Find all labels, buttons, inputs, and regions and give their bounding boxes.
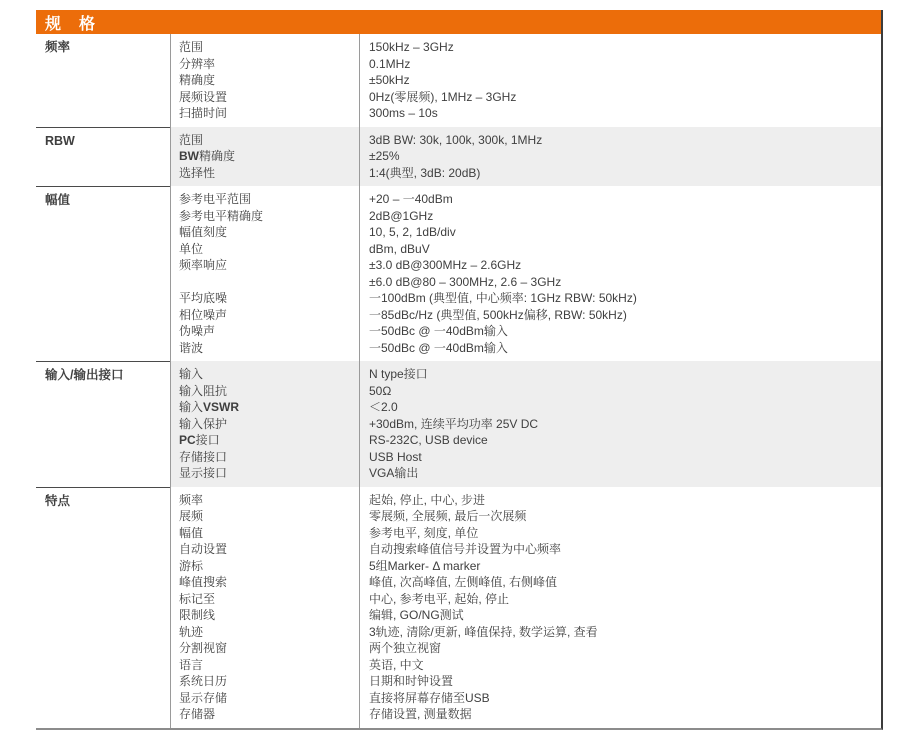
parameter-column: [170, 487, 359, 728]
spec-value: 峰值, 次高峰值, 左侧峰值, 右侧峰值: [369, 575, 558, 589]
spec-value: ＜2.0: [369, 400, 398, 414]
parameter-label: 选择性: [179, 165, 216, 180]
spec-value: 1:4(典型, 3dB: 20dB): [369, 165, 481, 180]
value-column: [359, 34, 881, 127]
value-column: [359, 361, 881, 487]
page-title: 规 格: [45, 15, 97, 33]
spec-value: 一50dBc @ 一40dBm输入: [369, 324, 508, 338]
parameter-label: 输入: [179, 367, 204, 381]
parameter-label: 游标: [179, 558, 204, 573]
parameter-label: 显示存储: [179, 690, 228, 705]
spec-value: 300ms – 10s: [369, 106, 438, 120]
parameter-column: [170, 361, 359, 487]
parameter-label: 限制线: [179, 608, 216, 622]
parameter-label: 语言: [179, 657, 204, 672]
parameter-label: PC接口: [179, 433, 220, 447]
spec-value: 零展频, 全展频, 最后一次展频: [369, 509, 527, 523]
parameter-label: 分辨率: [179, 56, 216, 71]
spec-value: 5组Marker- Δ marker: [369, 558, 481, 573]
spec-value: 0.1MHz: [369, 56, 411, 71]
parameter-label: 平均底噪: [179, 291, 228, 305]
parameter-label: 谐波: [179, 340, 204, 355]
spec-value: 存储设置, 测量数据: [369, 707, 472, 721]
spec-value: ±25%: [369, 149, 400, 163]
spec-section: [36, 361, 881, 487]
spec-value: 3dB BW: 30k, 100k, 300k, 1MHz: [369, 132, 543, 147]
spec-value: USB Host: [369, 449, 422, 464]
category-label: 频率: [36, 34, 170, 127]
parameter-label: 幅值: [179, 525, 204, 540]
parameter-column: [170, 127, 359, 187]
spec-value: 3轨迹, 清除/更新, 峰值保持, 数学运算, 查看: [369, 624, 598, 639]
parameter-label: 范围: [179, 132, 204, 147]
spec-value: 两个独立视窗: [369, 641, 442, 655]
parameter-label: 输入VSWR: [179, 400, 240, 414]
parameter-label: 输入阻抗: [179, 383, 228, 398]
spec-value: 直接将屏幕存储至USB: [369, 690, 490, 705]
spec-value: ±6.0 dB@80 – 300MHz, 2.6 – 3GHz: [369, 274, 562, 289]
spec-section: [36, 487, 881, 728]
parameter-label: 输入保护: [179, 416, 228, 431]
parameter-column: [170, 34, 359, 127]
parameter-label: 频率响应: [179, 258, 228, 272]
spec-section: [36, 127, 881, 187]
parameter-label: 频率: [179, 492, 204, 507]
parameter-label: 显示接口: [179, 466, 228, 480]
parameter-label: 展频: [179, 509, 204, 523]
spec-value: N type接口: [369, 367, 428, 381]
spec-table: [36, 34, 881, 728]
parameter-label: 存储接口: [179, 449, 228, 464]
spec-value: 150kHz – 3GHz: [369, 40, 454, 54]
parameter-label: 幅值刻度: [179, 225, 228, 239]
parameter-label: 扫描时间: [179, 106, 228, 120]
category-label: RBW: [36, 127, 170, 187]
value-column: [359, 487, 881, 728]
spec-value: RS-232C, USB device: [369, 433, 488, 447]
spec-header-bar: [36, 10, 881, 34]
spec-value: 中心, 参考电平, 起始, 停止: [369, 591, 510, 606]
parameter-label: 存储器: [179, 707, 216, 721]
parameter-label: 展频设置: [179, 89, 228, 104]
spec-value: dBm, dBuV: [369, 241, 430, 256]
spec-value: 参考电平, 刻度, 单位: [369, 525, 479, 540]
spec-value: VGA输出: [369, 466, 419, 480]
value-column: [359, 186, 881, 361]
parameter-label: 自动设置: [179, 542, 228, 556]
spec-value: 10, 5, 2, 1dB/div: [369, 225, 456, 239]
spec-value: ±50kHz: [369, 73, 410, 87]
spec-value: 自动搜索峰值信号并设置为中心频率: [369, 542, 562, 556]
category-label: 幅值: [36, 186, 170, 361]
value-column: [359, 127, 881, 187]
parameter-label: 峰值搜索: [179, 575, 228, 589]
spec-value: 一100dBm (典型值, 中心频率: 1GHz RBW: 50kHz): [369, 291, 637, 305]
spec-value: +30dBm, 连续平均功率 25V DC: [369, 416, 539, 431]
category-label: 特点: [36, 487, 170, 728]
parameter-label: BW精确度: [179, 149, 236, 163]
spec-value: +20 – 一40dBm: [369, 192, 453, 206]
spec-value: 2dB@1GHz: [369, 208, 434, 223]
parameter-label: 参考电平范围: [179, 192, 252, 206]
category-label: 输入/输出接口: [36, 361, 170, 487]
spec-value: 50Ω: [369, 383, 392, 398]
parameter-label: 参考电平精确度: [179, 208, 264, 223]
spec-panel: [36, 10, 883, 730]
parameter-label: 单位: [179, 241, 204, 256]
spec-value: 0Hz(零展频), 1MHz – 3GHz: [369, 89, 517, 104]
parameter-column: [170, 186, 359, 361]
spec-value: 英语, 中文: [369, 657, 424, 672]
parameter-label: 伪噪声: [179, 324, 216, 338]
spec-value: 编辑, GO/NG测试: [369, 608, 464, 622]
spec-section: [36, 34, 881, 127]
parameter-label: 精确度: [179, 73, 216, 87]
spec-value: 一85dBc/Hz (典型值, 500kHz偏移, RBW: 50kHz): [369, 307, 627, 322]
spec-value: 起始, 停止, 中心, 步进: [369, 492, 486, 507]
parameter-label: 系统日历: [179, 674, 228, 688]
parameter-label: 标记至: [179, 591, 216, 606]
spec-value: 一50dBc @ 一40dBm输入: [369, 340, 508, 355]
spec-value: 日期和时钟设置: [369, 674, 454, 688]
parameter-label: 范围: [179, 40, 204, 54]
spec-value: ±3.0 dB@300MHz – 2.6GHz: [369, 258, 522, 272]
parameter-label: 轨迹: [179, 624, 204, 639]
parameter-label: 分割视窗: [179, 641, 228, 655]
parameter-label: [179, 274, 355, 291]
parameter-label: 相位噪声: [179, 307, 228, 322]
spec-section: [36, 186, 881, 361]
